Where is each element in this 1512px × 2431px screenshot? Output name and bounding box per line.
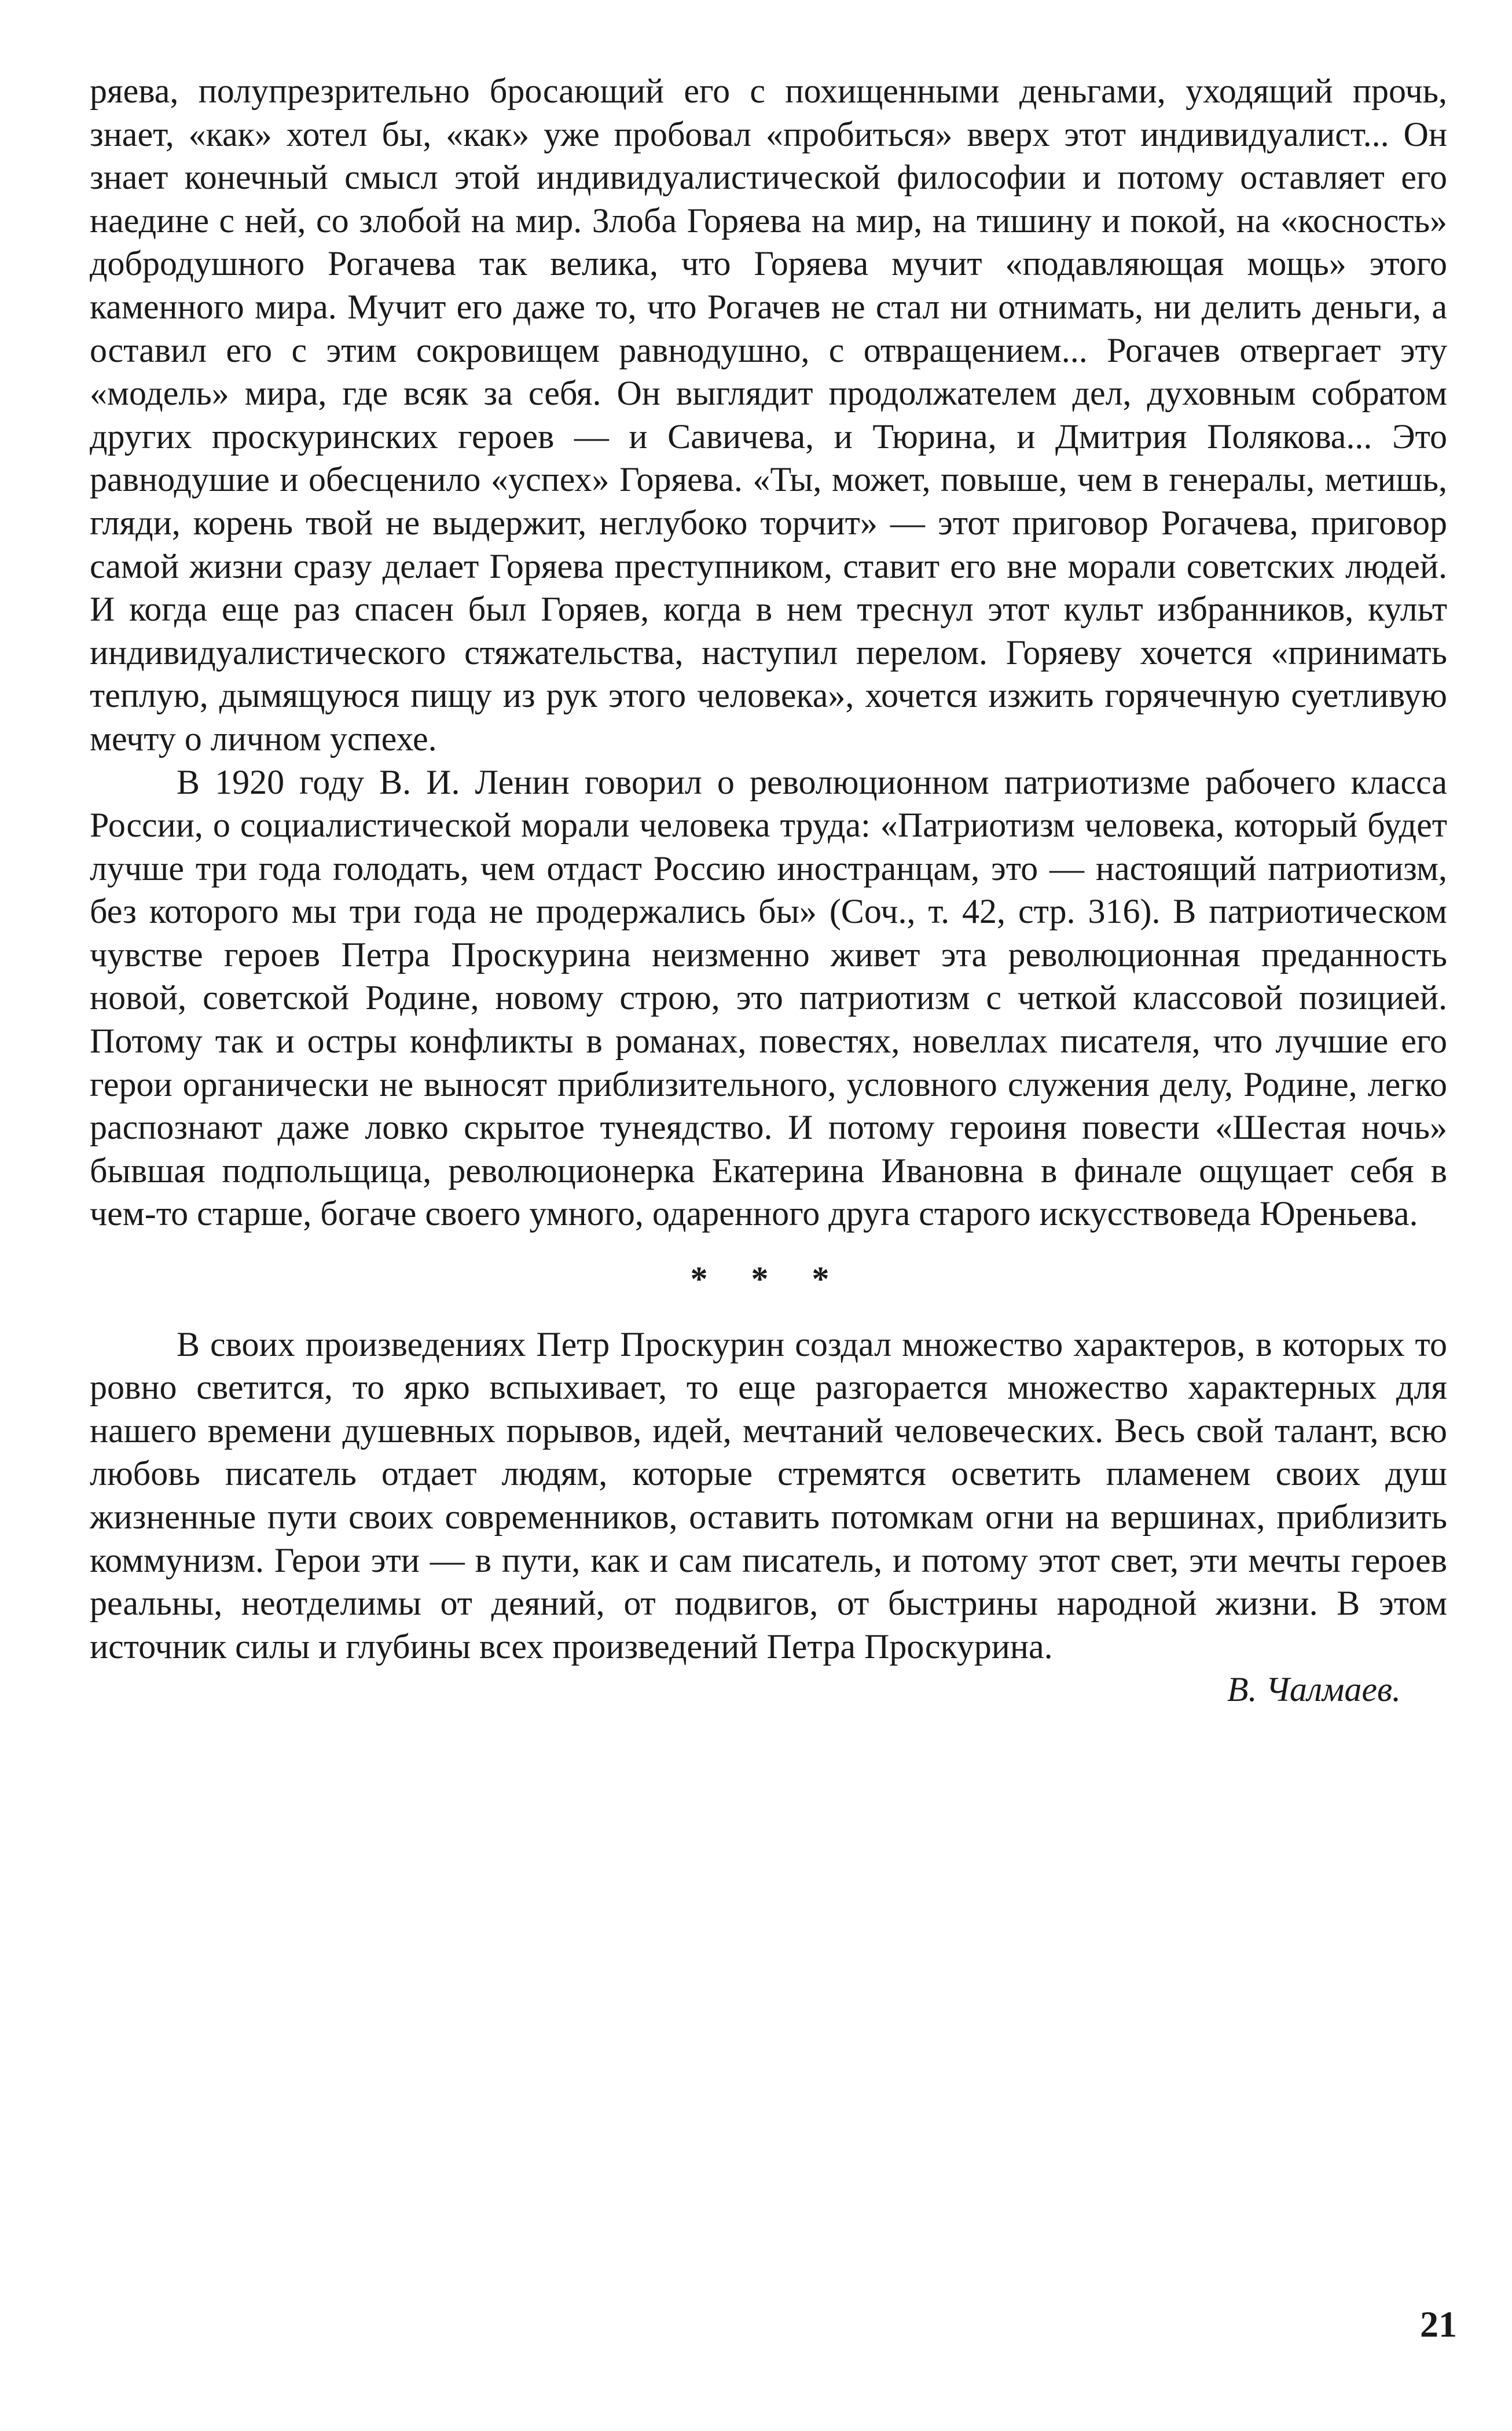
page-number: 21 bbox=[1420, 2304, 1457, 2345]
author-signature: В. Чалмаев. bbox=[1227, 1670, 1401, 1709]
paragraph-1: ряева, полупрезрительно бросающий его с похищенными деньгами, уходящий прочь, знает, «как» хотел бы, «как» уже пробовал «пробиться» вверх этот индивидуалист... Он знает конечный смысл этой индивидуалистической философии и потому оставляет его наедине с ней, со злобой на мир. Злоба Горяева на мир, на тишину и покой, на «косность» добродушного Рогачева так велика, что Горяева мучит «подавляющая мощь» этого каменного мира. Мучит его даже то, что Рогачев не стал ни отнимать, ни делить деньги, а оставил его с этим сокровищем равнодушно, с отвращением... Рогачев отвергает эту «модель» мира, где всяк за себя. Он выглядит продолжателем дел, духовным собратом других проскуринских героев — и Савичева, и Тюрина, и Дмитрия Полякова... Это равнодушие и обесценило «успех» Горяева. «Ты, может, повыше, чем в генералы, метишь, гляди, корень твой не выдержит, неглубоко торчит» — этот приговор Рогачева, приговор самой жизни сразу делает Горяева преступником, ставит его вне морали советских людей. И когда еще раз спасен был Горяев, когда в нем треснул этот культ избранников, культ индивидуалистического стяжательства, наступил перелом. Горяеву хочется «принимать теплую, дымящуюся пищу из рук этого человека», хочется изжить горячечную суетливую мечту о личном успехе. bbox=[90, 72, 1447, 758]
paragraph-2: В 1920 году В. И. Ленин говорил о революционном патриотизме рабочего класса России, о социалистической морали человека труда: «Патриотизм человека, который будет лучше три года голодать, чем отдаст Россию иностранцам, это — настоящий патриотизм, без которого мы три года не продержались бы» (Соч., т. 42, стр. 316). В патриотическом чувстве героев Петра Проскурина неизменно живет эта революционная преданность новой, советской Родине, новому строю, это патриотизм с четкой классовой позицией. Потому так и остры конфликты в романах, повестях, новеллах писателя, что лучшие его герои органически не выносят приблизительного, условного служения делу, Родине, легко распознают даже ловко скрытое тунеядство. И потому героиня повести «Шестая ночь» бывшая подпольщица, революционерка Екатерина Ивановна в финале ощущает себя в чем-то старше, богаче своего умного, одаренного друга старого искусствоведа Юреньева. bbox=[90, 762, 1447, 1233]
page-body bbox=[90, 69, 1447, 2362]
section-separator: * * * bbox=[690, 1260, 847, 1299]
paragraph-3: В своих произведениях Петр Проскурин создал множество характеров, в которых то ровно светится, то ярко вспыхивает, то еще разгорается множество характерных для нашего времени душевных порывов, идей, мечтаний человеческих. Весь свой талант, всю любовь писатель отдает людям, которые стремятся осветить пламенем своих душ жизненные пути своих современников, оставить потомкам огни на вершинах, приблизить коммунизм. Герои эти — в пути, как и сам писатель, и потому этот свет, эти мечты героев реальны, неотделимы от деяний, от подвигов, от быстрины народной жизни. В этом источник силы и глубины всех произведений Петра Проскурина. bbox=[90, 1325, 1447, 1666]
